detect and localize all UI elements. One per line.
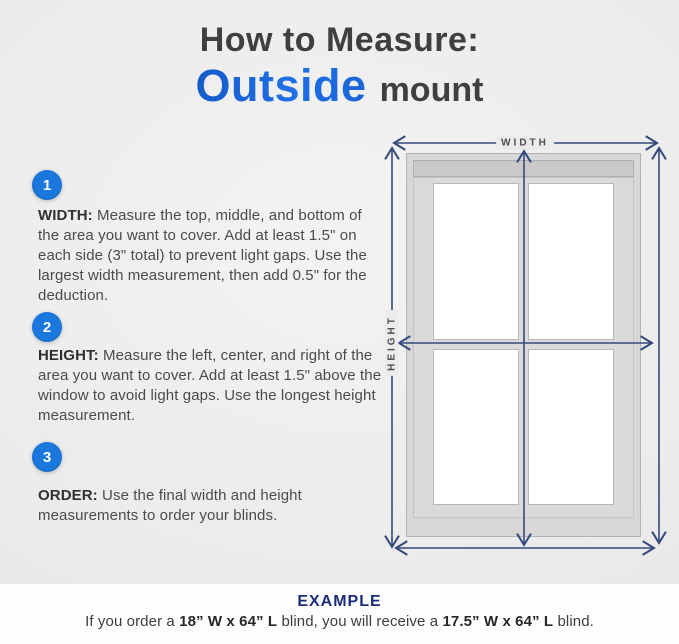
step-1-text — [38, 206, 382, 306]
step-1-number: 1 — [42, 176, 52, 194]
title-highlight: Outside — [195, 60, 367, 112]
step-2-label: HEIGHT: — [38, 347, 99, 364]
measurement-arrows — [380, 130, 675, 560]
step-1-label: WIDTH: — [38, 207, 93, 224]
step-2-badge — [32, 312, 62, 342]
step-3-number: 3 — [42, 448, 52, 466]
step-1-body: Measure the top, middle, and bottom of the area you want to cover. Add at least 1.5" on each side (3" total) to prevent light gaps. Use the largest width measurement, then add 0.5" for the deduction. — [38, 207, 367, 304]
example-dimensions-ordered: 18” W x 64” L — [179, 613, 278, 630]
title-suffix: mount — [379, 71, 484, 110]
step-3-text — [38, 486, 382, 526]
step-1-badge — [32, 170, 62, 200]
step-2-body: Measure the left, center, and right of the area you want to cover. Add at least 1.5" above the window to avoid light gaps. Use the longest height measurement. — [38, 347, 382, 424]
example-suffix: blind. — [553, 613, 594, 630]
page-title — [0, 22, 679, 111]
example-dimensions-received: 17.5” W x 64” L — [442, 613, 554, 630]
height-measure-label: HEIGHT — [386, 310, 399, 376]
step-3-body: Use the final width and height measurements to order your blinds. — [38, 487, 302, 524]
width-measure-label: WIDTH — [496, 137, 554, 150]
step-2-number: 2 — [42, 318, 52, 336]
example-heading: EXAMPLE — [297, 593, 382, 610]
step-3-badge — [32, 442, 62, 472]
example-prefix: If you order a — [85, 613, 180, 630]
title-line-1: How to Measure: — [199, 21, 480, 59]
example-footer — [0, 583, 679, 644]
example-sentence — [0, 613, 679, 630]
example-middle: blind, you will receive a — [277, 613, 443, 630]
step-3-label: ORDER: — [38, 487, 98, 504]
title-line-2 — [0, 61, 679, 111]
step-2-text — [38, 346, 382, 426]
